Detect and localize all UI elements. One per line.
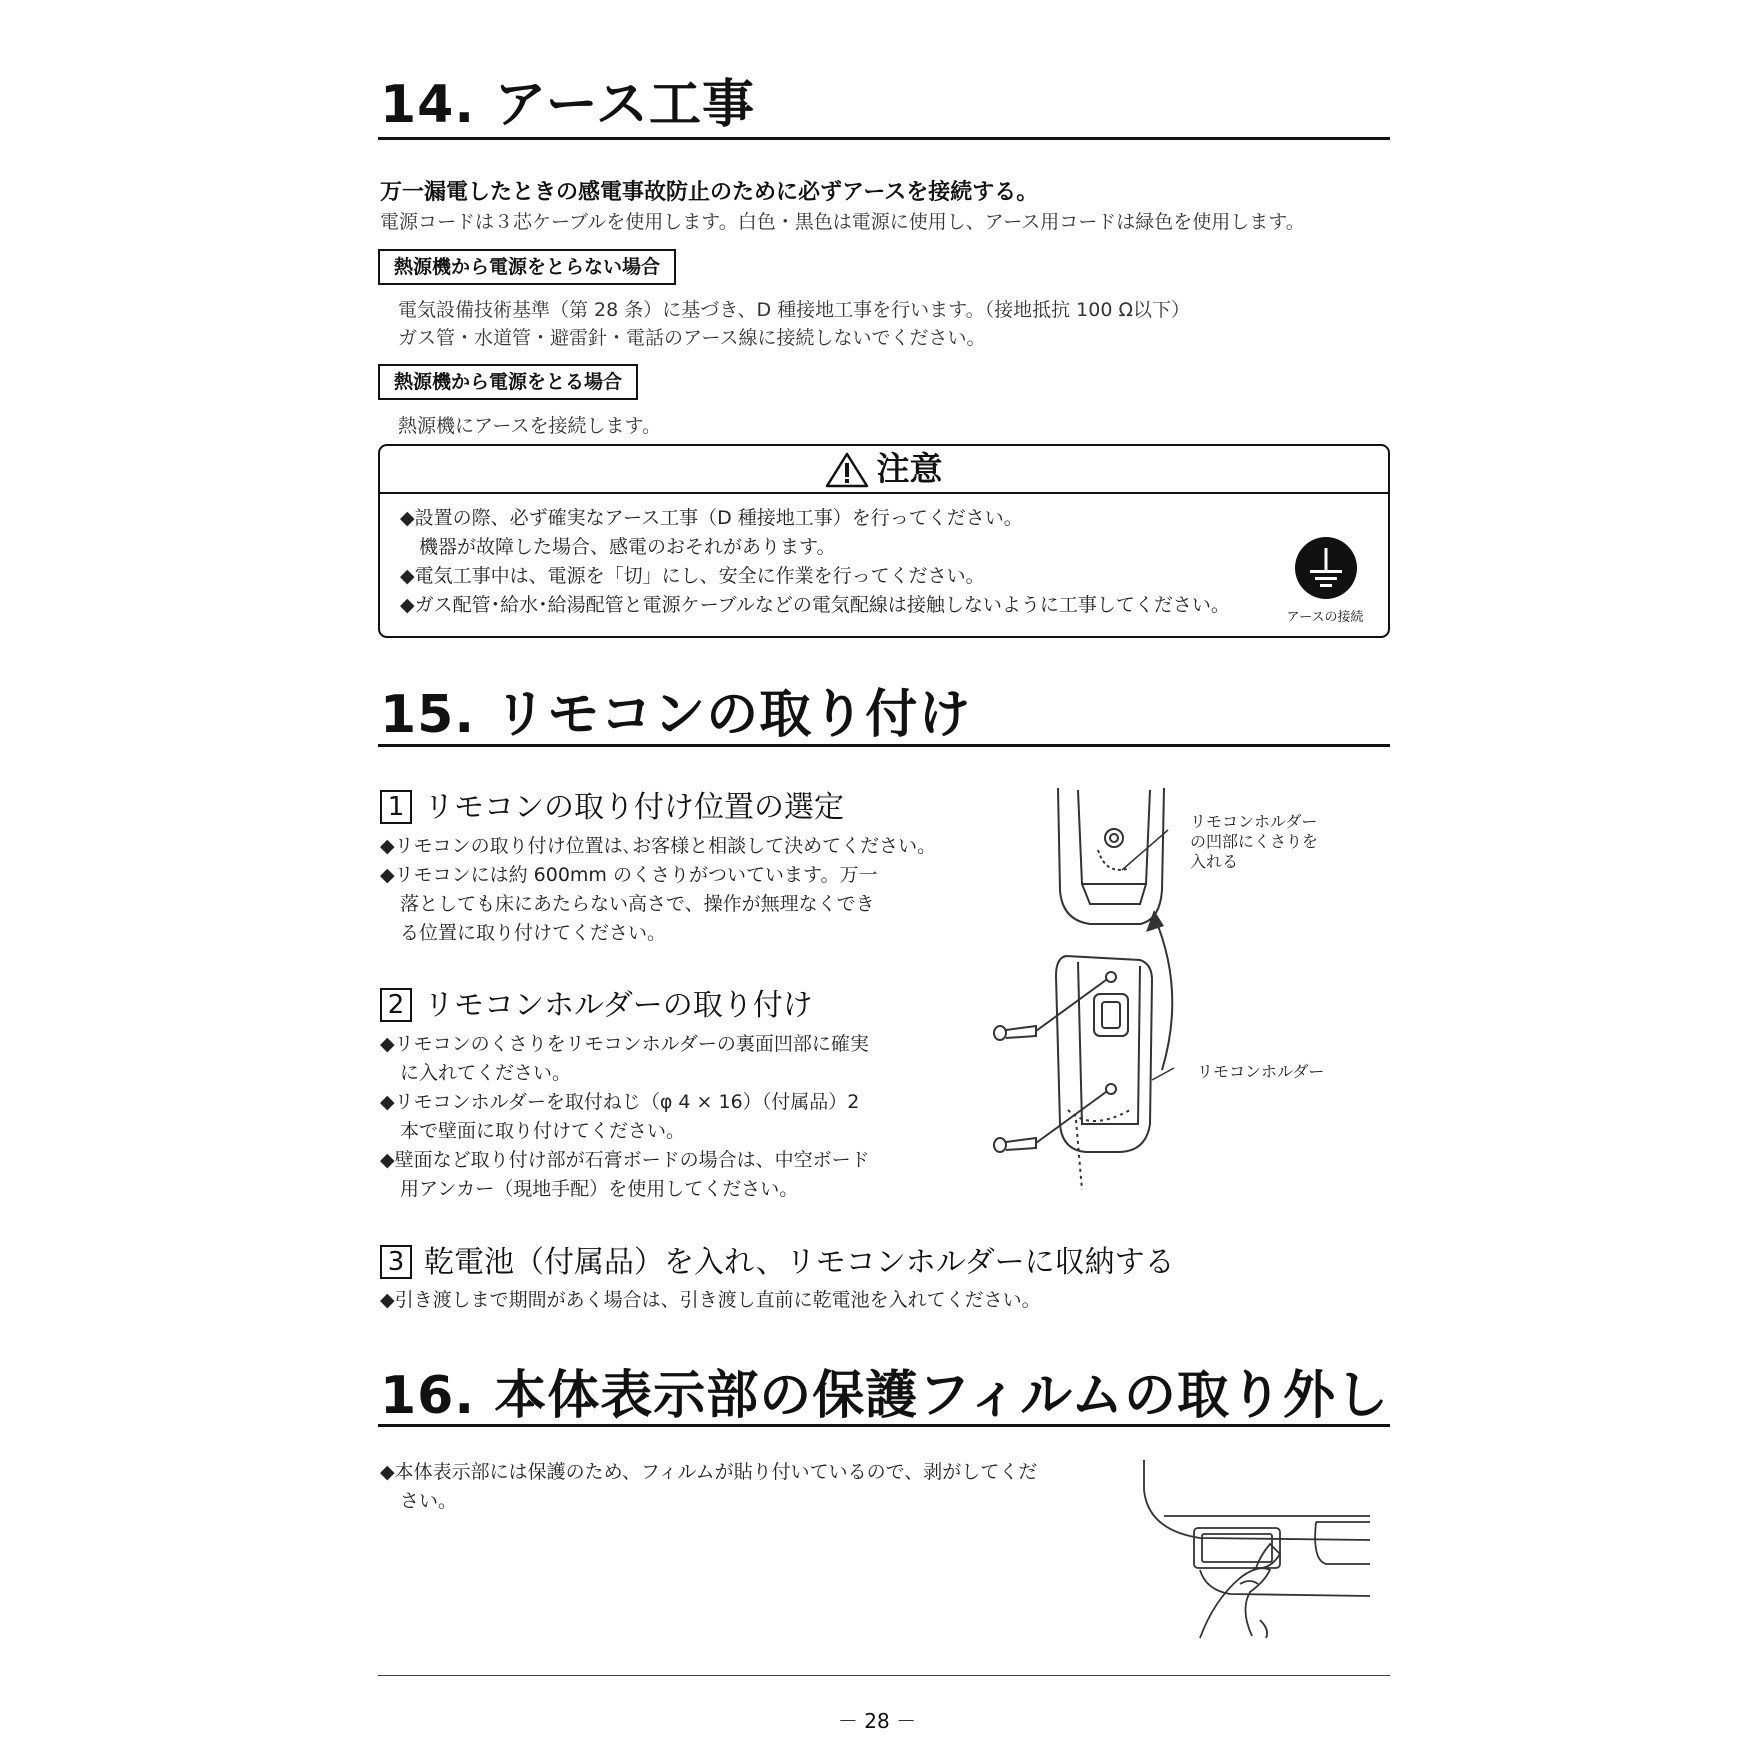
warning-triangle-icon: [825, 452, 869, 488]
step-3-title: 乾電池（付属品）を入れ、リモコンホルダーに収納する: [424, 1245, 1175, 1280]
step-2-item-1: ◆リモコンのくさりをリモコンホルダーの裏面凹部に確実: [380, 1033, 869, 1055]
caution-item-1: ◆設置の際、必ず確実なアース工事（D 種接地工事）を行ってください。: [400, 507, 1023, 529]
step-2-item-2: に入れてください。: [400, 1062, 572, 1084]
callout-top-line-2: の凹部にくさりを: [1190, 832, 1319, 851]
footer-rule: [378, 1675, 1390, 1676]
step-2-item-4: 本で壁面に取り付けてください。: [400, 1120, 686, 1142]
case1-label: 熱源機から電源をとらない場合: [378, 249, 676, 285]
remote-holder-illustration: [990, 780, 1180, 1200]
step-2-heading: [380, 980, 813, 1024]
step-2-item-5: ◆壁面など取り付け部が石膏ボードの場合は、中空ボード: [380, 1149, 870, 1171]
section-15-title: 15. リモコンの取り付け: [380, 685, 972, 745]
section-14-title: 14. アース工事: [380, 75, 756, 135]
step-1-item-3: 落としても床にあたらない高さで、操作が無理なくでき: [400, 893, 875, 915]
section-16-title: 16. 本体表示部の保護フィルムの取り外し: [380, 1366, 1389, 1426]
caution-item-2: 機器が故障した場合、感電のおそれがあります。: [400, 536, 836, 558]
step-1-item-1: ◆リモコンの取り付け位置は､お客様と相談して決めてください｡: [380, 835, 927, 857]
caution-header: [380, 446, 1388, 494]
step-2-number: 2: [380, 988, 412, 1022]
film-removal-illustration: [1140, 1460, 1370, 1640]
caution-box: [378, 444, 1390, 638]
step-3-item-1: ◆引き渡しまで期間があく場合は、引き渡し直前に乾電池を入れてください。: [380, 1289, 1041, 1311]
step-1-item-2: ◆リモコンには約 600mm のくさりがついています。万一: [380, 864, 878, 886]
callout-top: [1190, 812, 1318, 872]
section-16-item-2: さい。: [400, 1490, 458, 1512]
step-1-item-4: る位置に取り付けてください。: [400, 922, 667, 944]
step-1-heading: [380, 782, 844, 826]
step-1-list: [380, 832, 927, 948]
callout-holder: リモコンホルダー: [1197, 1062, 1325, 1081]
step-2-item-6: 用アンカー（現地手配）を使用してください。: [400, 1178, 799, 1200]
case2-label: 熱源機から電源をとる場合: [378, 364, 638, 400]
page-number: － 28 －: [837, 1709, 917, 1733]
step-3-number: 3: [380, 1245, 412, 1279]
step-1-title: リモコンの取り付け位置の選定: [424, 790, 844, 825]
callout-top-line-3: 入れる: [1190, 852, 1239, 871]
step-2-title: リモコンホルダーの取り付け: [424, 988, 813, 1023]
section-15-rule: [378, 744, 1390, 747]
ground-connection-icon: [1294, 536, 1358, 600]
step-1-number: 1: [380, 790, 412, 824]
step-2-item-3: ◆リモコンホルダーを取付ねじ（φ 4 × 16）（付属品）2: [380, 1091, 860, 1113]
step-3-heading: [380, 1237, 1175, 1281]
section-16-item-1: ◆本体表示部には保護のため、フィルムが貼り付いているので、剥がしてくだ: [380, 1461, 1038, 1483]
section-16-list: [380, 1458, 1037, 1516]
ground-icon-label: アースの接続: [1286, 610, 1364, 625]
callout-top-line-1: リモコンホルダー: [1190, 812, 1318, 831]
case1-line-2: ガス管・水道管・避雷針・電話のアース線に接続しないでください。: [398, 327, 986, 349]
case1-line-1: 電気設備技術基準（第 28 条）に基づき、D 種接地工事を行います。（接地抵抗 100 Ω以下）: [398, 299, 1191, 321]
caution-list: [400, 504, 1230, 620]
caution-item-4: ◆ガス配管･給水･給湯配管と電源ケーブルなどの電気配線は接触しないように工事してください。: [400, 594, 1230, 616]
caution-title: 注意: [876, 449, 943, 488]
section-14-lead: 万一漏電したときの感電事故防止のために必ずアースを接続する。: [380, 180, 1039, 205]
section-14-intro: 電源コードは３芯ケーブルを使用します。白色・黒色は電源に使用し、アース用コードは緑色を使用します。: [380, 211, 1305, 233]
section-16-rule: [378, 1424, 1390, 1427]
step-3-list: [380, 1286, 1041, 1315]
step-2-list: [380, 1030, 870, 1204]
case2-line-1: 熱源機にアースを接続します。: [398, 415, 661, 437]
section-14-rule: [378, 137, 1390, 140]
caution-item-3: ◆電気工事中は、電源を「切」にし、安全に作業を行ってください。: [400, 565, 985, 587]
